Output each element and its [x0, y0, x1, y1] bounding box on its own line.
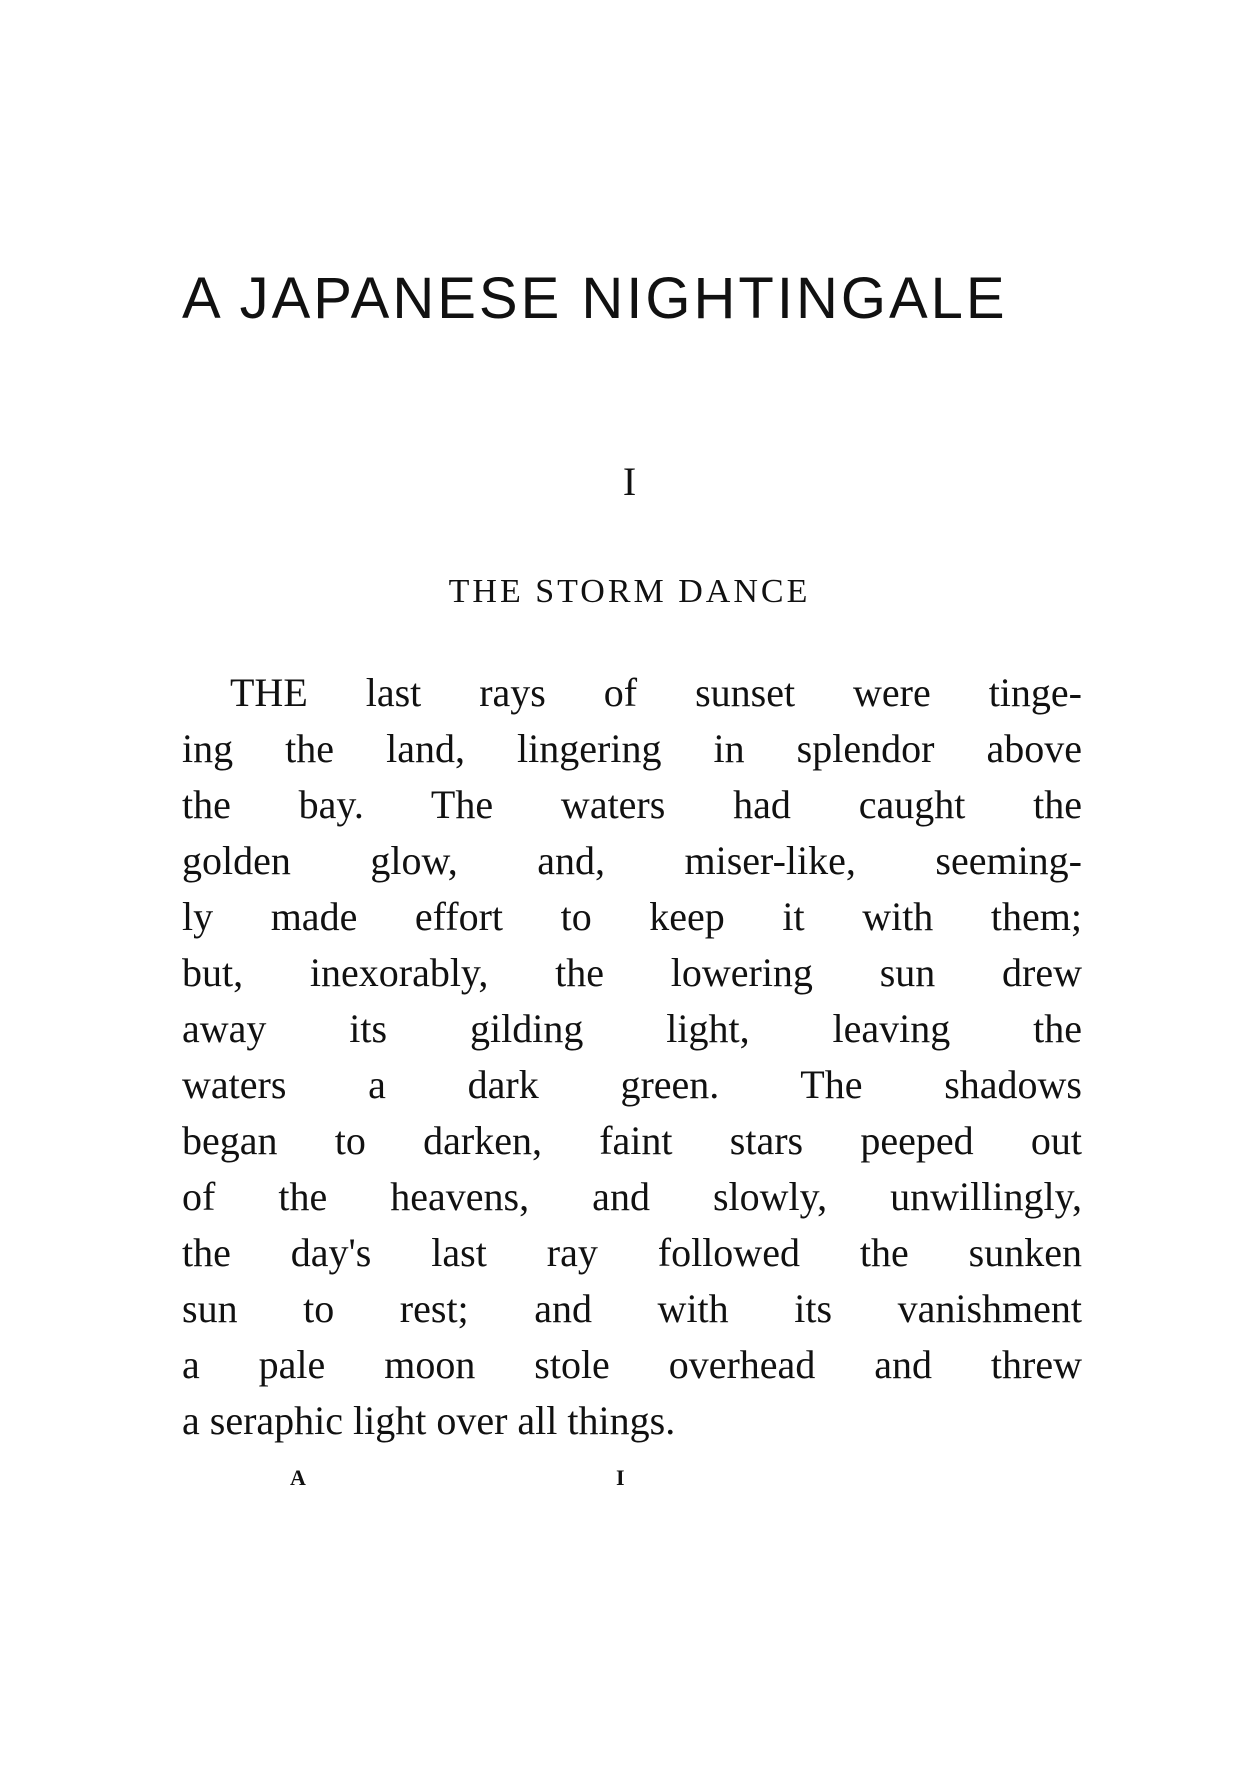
body-line: a pale moon stole overhead and threw — [182, 1342, 1082, 1387]
body-line: but, inexorably, the lowering sun drew — [182, 950, 1082, 995]
body-line: away its gilding light, leaving the — [182, 1006, 1082, 1051]
body-line: golden glow, and, miser-like, seeming- — [182, 838, 1082, 883]
body-line: sun to rest; and with its vanishment — [182, 1286, 1082, 1331]
body-line: a seraphic light over all things. — [182, 1398, 676, 1443]
body-paragraph — [182, 665, 1082, 1449]
signature-mark: A — [290, 1465, 306, 1490]
body-line: began to darken, faint stars peeped out — [182, 1118, 1082, 1163]
chapter-number: I — [622, 459, 637, 504]
body-line: the day's last ray followed the sunken — [182, 1230, 1082, 1275]
body-line: waters a dark green. The shadows — [182, 1062, 1082, 1107]
body-line: ly made effort to keep it with them; — [182, 894, 1082, 939]
body-line: the bay. The waters had caught the — [182, 782, 1082, 827]
page-number: I — [616, 1465, 625, 1490]
body-line: THE last rays of sunset were tinge- — [230, 670, 1082, 715]
book-title: A JAPANESE NIGHTINGALE — [182, 266, 1008, 331]
chapter-title: THE STORM DANCE — [448, 573, 811, 610]
body-line: ing the land, lingering in splendor above — [182, 726, 1082, 771]
body-line: of the heavens, and slowly, unwillingly, — [182, 1174, 1082, 1219]
